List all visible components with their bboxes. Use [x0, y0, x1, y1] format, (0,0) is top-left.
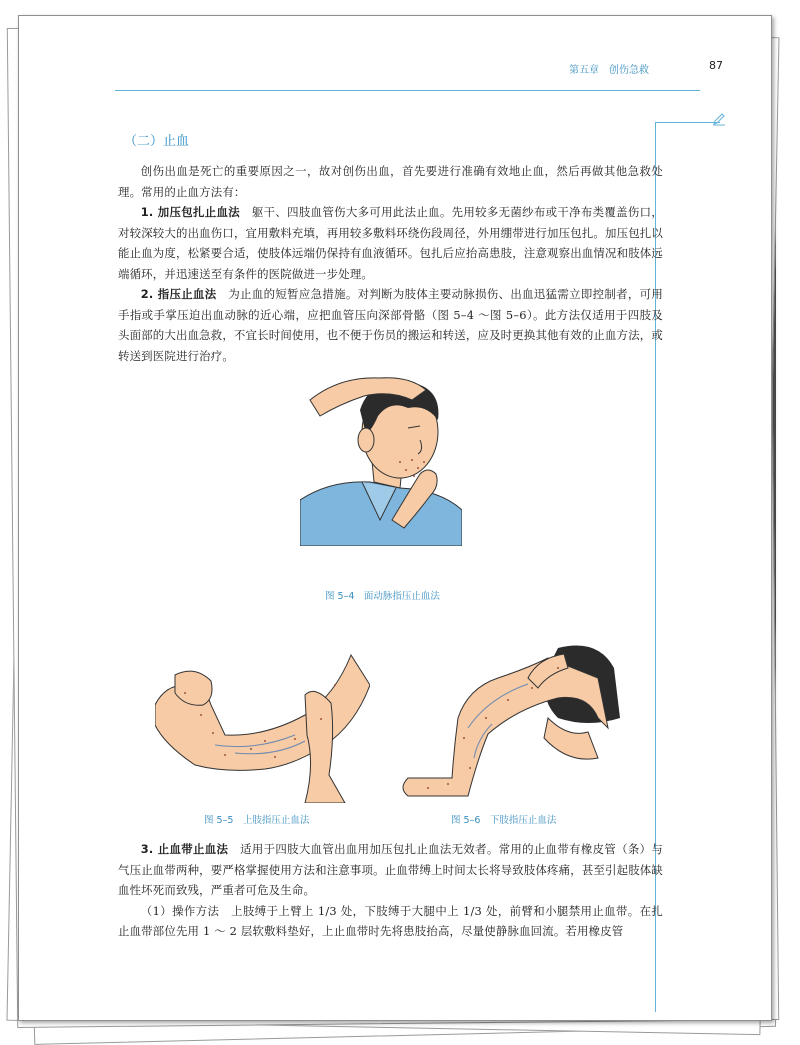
method2-paragraph [118, 284, 663, 366]
text-block-top [118, 161, 663, 366]
method3-text: 适用于四肢大血管出血用加压包扎止血法无效者。常用的止血带有橡皮管（条）与气压止血带两种，要严格掌握使用方法和注意事项。止血带缚上时间太长将导致肢体疼痛，甚至引起肢体缺血性坏死而致残，严重者可危及生命。 [118, 842, 663, 897]
method1-paragraph [118, 202, 663, 284]
figure-5-4-illustration [300, 370, 462, 546]
margin-note-rule [655, 122, 720, 123]
method1-label: 1. 加压包扎止血法 [140, 205, 241, 219]
pen-icon [712, 112, 726, 126]
running-header [0, 61, 800, 83]
operation-paragraph: （1）操作方法 上肢缚于上臂上 1/3 处，下肢缚于大腿中上 1/3 处，前臂和小腿禁用止血带。在扎止血带部位先用 1 ～ 2 层软敷料垫好，上止血带时先将患肢抬高，尽量使静脉血回流。若用橡皮管 [118, 903, 663, 938]
section-heading: （二）止血 [124, 134, 190, 149]
page-number: 87 [709, 59, 723, 72]
figure-5-5-caption: 图 5–5 上肢指压止血法 [204, 815, 310, 826]
header-rule [115, 90, 700, 91]
method2-text: 为止血的短暂应急措施。对判断为肢体主要动脉损伤、出血迅猛需立即控制者，可用手指或手掌压迫出血动脉的近心端，应把血管压向深部骨骼（图 5–4 ～图 5–6）。此方法仅适用于四肢及头面部的大出血急救，不宜长时间使用，也不便于伤员的搬运和转送，应及时更换其他有效的止血方法，或转送到医院进行治疗。 [118, 287, 664, 363]
figure-5-4-caption: 图 5–4 面动脉指压止血法 [325, 591, 440, 602]
figure-5-6-illustration [398, 638, 620, 800]
method2-label: 2. 指压止血法 [140, 287, 217, 301]
text-block-bottom [118, 839, 663, 942]
method1-text: 躯干、四肢血管伤大多可用此法止血。先用较多无菌纱布或干净布类覆盖伤口，对较深较大的出血伤口，宜用敷料充填，再用较多敷料环绕伤段周径，外用绷带进行加压包扎。加压包扎以能止血为度，松紧要合适，使肢体远端仍保持有血液循环。包扎后应抬高患肢，注意观察出血情况和肢体远端循环，并迅速送至有条件的医院做进一步处理。 [118, 205, 663, 281]
method3-paragraph [118, 839, 663, 901]
chapter-title: 第五章 创伤急救 [569, 65, 649, 76]
figure-5-6-caption: 图 5–6 下肢指压止血法 [451, 815, 557, 826]
figure-5-5-illustration [155, 645, 370, 803]
method3-label: 3. 止血带止血法 [140, 842, 229, 856]
intro-paragraph: 创伤出血是死亡的重要原因之一，故对创伤出血，首先要进行准确有效地止血，然后再做其他急救处理。常用的止血方法有： [118, 164, 663, 199]
